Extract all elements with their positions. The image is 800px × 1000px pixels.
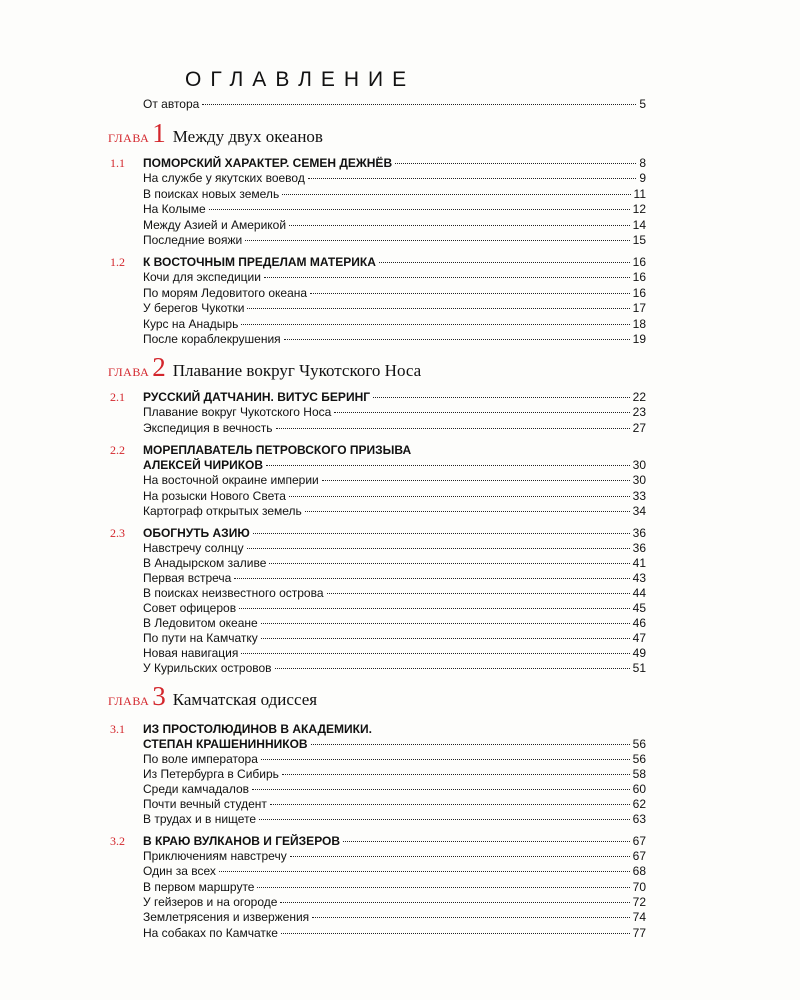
- dot-leader: [343, 841, 630, 842]
- chapter-word: ГЛАВА: [108, 694, 150, 708]
- toc-entry[interactable]: [143, 849, 646, 864]
- entry-label: РУССКИЙ ДАТЧАНИН. ВИТУС БЕРИНГ: [143, 390, 371, 404]
- toc-entry[interactable]: [143, 631, 646, 646]
- entry-label: АЛЕКСЕЙ ЧИРИКОВ: [143, 458, 264, 472]
- dot-leader: [312, 917, 629, 918]
- entry-label: У гейзеров и на огороде: [143, 895, 278, 909]
- entry-page: 30: [632, 473, 646, 487]
- toc-entry[interactable]: [143, 752, 646, 767]
- dot-leader: [247, 548, 630, 549]
- dot-leader: [269, 563, 629, 564]
- entry-label: По пути на Камчатку: [143, 631, 258, 645]
- toc-entry[interactable]: [143, 270, 646, 285]
- dot-leader: [264, 277, 630, 278]
- dot-leader: [261, 759, 630, 760]
- section-number: 1.1: [110, 156, 125, 170]
- dot-leader: [284, 339, 630, 340]
- toc-entry[interactable]: [143, 910, 646, 925]
- entry-page: 36: [632, 526, 646, 540]
- entry-label: В КРАЮ ВУЛКАНОВ И ГЕЙЗЕРОВ: [143, 834, 341, 848]
- toc-entry[interactable]: [143, 571, 646, 586]
- entry-label: В поисках неизвестного острова: [143, 586, 324, 600]
- entry-page: 33: [632, 489, 646, 503]
- dot-leader: [209, 209, 630, 210]
- toc-entry[interactable]: [143, 601, 646, 616]
- dot-leader: [310, 293, 630, 294]
- chapter-heading-2[interactable]: [108, 354, 421, 381]
- entry-label: Плавание вокруг Чукотского Носа: [143, 405, 332, 419]
- dot-leader: [259, 819, 630, 820]
- section-number: 3.2: [110, 834, 125, 848]
- toc-entry[interactable]: [143, 317, 646, 332]
- dot-leader: [247, 308, 629, 309]
- entry-page: 77: [632, 926, 646, 940]
- entry-page: 74: [632, 910, 646, 924]
- entry-page: 44: [632, 586, 646, 600]
- toc-entry-intro[interactable]: [143, 97, 646, 112]
- dot-leader: [266, 465, 630, 466]
- dot-leader: [241, 324, 629, 325]
- dot-leader: [245, 240, 629, 241]
- section-heading[interactable]: [143, 834, 646, 849]
- entry-label: От автора: [143, 97, 200, 111]
- entry-page: 16: [632, 286, 646, 300]
- dot-leader: [322, 480, 630, 481]
- entry-label: ИЗ ПРОСТОЛЮДИНОВ В АКАДЕМИКИ.: [143, 722, 372, 736]
- toc-entry[interactable]: [143, 586, 646, 601]
- entry-label: СТЕПАН КРАШЕНИННИКОВ: [143, 737, 308, 751]
- dot-leader: [280, 902, 629, 903]
- section-number: 3.1: [110, 722, 125, 736]
- dot-leader: [282, 194, 630, 195]
- entry-label: Первая встреча: [143, 571, 232, 585]
- entry-label: Землетрясения и извержения: [143, 910, 310, 924]
- toc-entry[interactable]: [143, 187, 646, 202]
- entry-label: Из Петербурга в Сибирь: [143, 767, 279, 781]
- section-heading[interactable]: [143, 443, 646, 458]
- dot-leader: [270, 804, 630, 805]
- chapter-heading-3[interactable]: [108, 683, 317, 710]
- entry-label: Среди камчадалов: [143, 782, 250, 796]
- entry-label: По воле императора: [143, 752, 258, 766]
- dot-leader: [261, 623, 630, 624]
- entry-page: 63: [632, 812, 646, 826]
- toc-entry[interactable]: [143, 661, 646, 676]
- entry-page: 70: [632, 880, 646, 894]
- entry-page: 22: [632, 390, 646, 404]
- entry-label: На Колыме: [143, 202, 206, 216]
- toc-entry[interactable]: [143, 218, 646, 233]
- entry-page: 19: [632, 332, 646, 346]
- dot-leader: [276, 428, 630, 429]
- dot-leader: [202, 104, 636, 105]
- entry-page: 30: [632, 458, 646, 472]
- section-number: 2.3: [110, 526, 125, 540]
- toc-title: ОГЛАВЛЕНИЕ: [185, 68, 416, 91]
- entry-page: 46: [632, 616, 646, 630]
- entry-label: В Ледовитом океане: [143, 616, 258, 630]
- section-heading[interactable]: [143, 722, 646, 737]
- section-heading[interactable]: [143, 526, 646, 541]
- entry-page: 23: [632, 405, 646, 419]
- entry-page: 14: [632, 218, 646, 232]
- entry-label: Экспедиция в вечность: [143, 421, 273, 435]
- dot-leader: [282, 774, 630, 775]
- entry-label: В первом маршруте: [143, 880, 255, 894]
- dot-leader: [305, 511, 630, 512]
- section-number: 1.2: [110, 255, 125, 269]
- entry-page: 12: [632, 202, 646, 216]
- toc-entry[interactable]: [143, 767, 646, 782]
- toc-entry[interactable]: [143, 405, 646, 420]
- entry-page: 56: [632, 737, 646, 751]
- entry-page: 27: [632, 421, 646, 435]
- chapter-number: 1: [152, 118, 166, 148]
- entry-page: 5: [639, 97, 646, 111]
- entry-page: 60: [632, 782, 646, 796]
- entry-page: 67: [632, 834, 646, 848]
- chapter-title: Камчатская одиссея: [172, 690, 318, 709]
- entry-label: Почти вечный студент: [143, 797, 267, 811]
- toc-entry[interactable]: [143, 202, 646, 217]
- dot-leader: [234, 578, 629, 579]
- entry-label: На службе у якутских воевод: [143, 171, 305, 185]
- chapter-title: Между двух океанов: [172, 127, 323, 146]
- dot-leader: [252, 789, 630, 790]
- toc-entry[interactable]: [143, 895, 646, 910]
- entry-label: В Анадырском заливе: [143, 556, 267, 570]
- dot-leader: [289, 496, 630, 497]
- entry-page: 11: [633, 187, 646, 201]
- dot-leader: [275, 668, 630, 669]
- toc-entry[interactable]: [143, 332, 646, 347]
- section-heading[interactable]: [143, 737, 646, 752]
- entry-page: 16: [632, 255, 646, 269]
- toc-entry[interactable]: [143, 616, 646, 631]
- chapter-title: Плавание вокруг Чукотского Носа: [172, 361, 422, 380]
- entry-label: Курс на Анадырь: [143, 317, 239, 331]
- entry-page: 34: [632, 504, 646, 518]
- entry-page: 16: [632, 270, 646, 284]
- dot-leader: [290, 856, 630, 857]
- dot-leader: [281, 933, 630, 934]
- entry-page: 68: [632, 864, 646, 878]
- entry-label: К ВОСТОЧНЫМ ПРЕДЕЛАМ МАТЕРИКА: [143, 255, 376, 269]
- dot-leader: [379, 262, 630, 263]
- section-heading[interactable]: [143, 156, 646, 171]
- entry-page: 67: [632, 849, 646, 863]
- entry-label: ПОМОРСКИЙ ХАРАКТЕР. СЕМЕН ДЕЖНЁВ: [143, 156, 393, 170]
- entry-page: 18: [632, 317, 646, 331]
- section-number: 2.1: [110, 390, 125, 404]
- entry-label: Кочи для экспедиции: [143, 270, 261, 284]
- entry-page: 9: [639, 171, 646, 185]
- entry-label: По морям Ледовитого океана: [143, 286, 308, 300]
- entry-page: 56: [632, 752, 646, 766]
- toc-entry[interactable]: [143, 926, 646, 941]
- dot-leader: [334, 412, 629, 413]
- chapter-word: ГЛАВА: [108, 365, 150, 379]
- toc-entry[interactable]: [143, 504, 646, 519]
- dot-leader: [261, 638, 630, 639]
- dot-leader: [311, 744, 630, 745]
- entry-label: На розыски Нового Света: [143, 489, 286, 503]
- toc-entry[interactable]: [143, 864, 646, 879]
- dot-leader: [308, 178, 636, 179]
- chapter-heading-1[interactable]: [108, 120, 323, 147]
- dot-leader: [241, 653, 629, 654]
- dot-leader: [239, 608, 630, 609]
- entry-label: Приключениям навстречу: [143, 849, 287, 863]
- entry-page: 51: [632, 661, 646, 675]
- section-heading[interactable]: [143, 390, 646, 405]
- toc-entry[interactable]: [143, 171, 646, 186]
- entry-label: На восточной окраине империи: [143, 473, 319, 487]
- entry-label: Последние вояжи: [143, 233, 243, 247]
- chapter-number: 3: [152, 681, 166, 711]
- entry-label: Картограф открытых земель: [143, 504, 302, 518]
- dot-leader: [257, 887, 629, 888]
- entry-label: Совет офицеров: [143, 601, 237, 615]
- toc-entry[interactable]: [143, 782, 646, 797]
- entry-label: У Курильских островов: [143, 661, 272, 675]
- entry-page: 49: [632, 646, 646, 660]
- dot-leader: [289, 225, 630, 226]
- toc-entry[interactable]: [143, 489, 646, 504]
- dot-leader: [373, 397, 630, 398]
- toc-entry[interactable]: [143, 233, 646, 248]
- entry-label: Новая навигация: [143, 646, 239, 660]
- toc-entry[interactable]: [143, 556, 646, 571]
- chapter-number: 2: [152, 352, 166, 382]
- entry-page: 58: [632, 767, 646, 781]
- entry-label: У берегов Чукотки: [143, 301, 245, 315]
- entry-page: 15: [632, 233, 646, 247]
- entry-page: 41: [632, 556, 646, 570]
- toc-entry[interactable]: [143, 473, 646, 488]
- entry-page: 36: [632, 541, 646, 555]
- dot-leader: [219, 871, 630, 872]
- entry-page: 8: [639, 156, 646, 170]
- chapter-word: ГЛАВА: [108, 131, 150, 145]
- dot-leader: [253, 533, 630, 534]
- toc-entry[interactable]: [143, 797, 646, 812]
- section-heading[interactable]: [143, 458, 646, 473]
- toc-entry[interactable]: [143, 286, 646, 301]
- entry-label: МОРЕПЛАВАТЕЛЬ ПЕТРОВСКОГО ПРИЗЫВА: [143, 443, 412, 457]
- section-number: 2.2: [110, 443, 125, 457]
- toc-entry[interactable]: [143, 812, 646, 827]
- entry-label: Между Азией и Америкой: [143, 218, 287, 232]
- toc-entry[interactable]: [143, 646, 646, 661]
- entry-label: В поисках новых земель: [143, 187, 280, 201]
- entry-label: ОБОГНУТЬ АЗИЮ: [143, 526, 250, 540]
- dot-leader: [395, 163, 636, 164]
- entry-page: 47: [632, 631, 646, 645]
- section-heading[interactable]: [143, 255, 646, 270]
- toc-entry[interactable]: [143, 301, 646, 316]
- entry-label: Один за всех: [143, 864, 216, 878]
- entry-label: В трудах и в нищете: [143, 812, 257, 826]
- dot-leader: [327, 593, 630, 594]
- entry-page: 62: [632, 797, 646, 811]
- toc-entry[interactable]: [143, 880, 646, 895]
- entry-page: 43: [632, 571, 646, 585]
- toc-entry[interactable]: [143, 421, 646, 436]
- entry-page: 45: [632, 601, 646, 615]
- toc-entry[interactable]: [143, 541, 646, 556]
- entry-label: После кораблекрушения: [143, 332, 281, 346]
- entry-page: 17: [632, 301, 646, 315]
- entry-label: На собаках по Камчатке: [143, 926, 278, 940]
- entry-label: Навстречу солнцу: [143, 541, 244, 555]
- entry-page: 72: [632, 895, 646, 909]
